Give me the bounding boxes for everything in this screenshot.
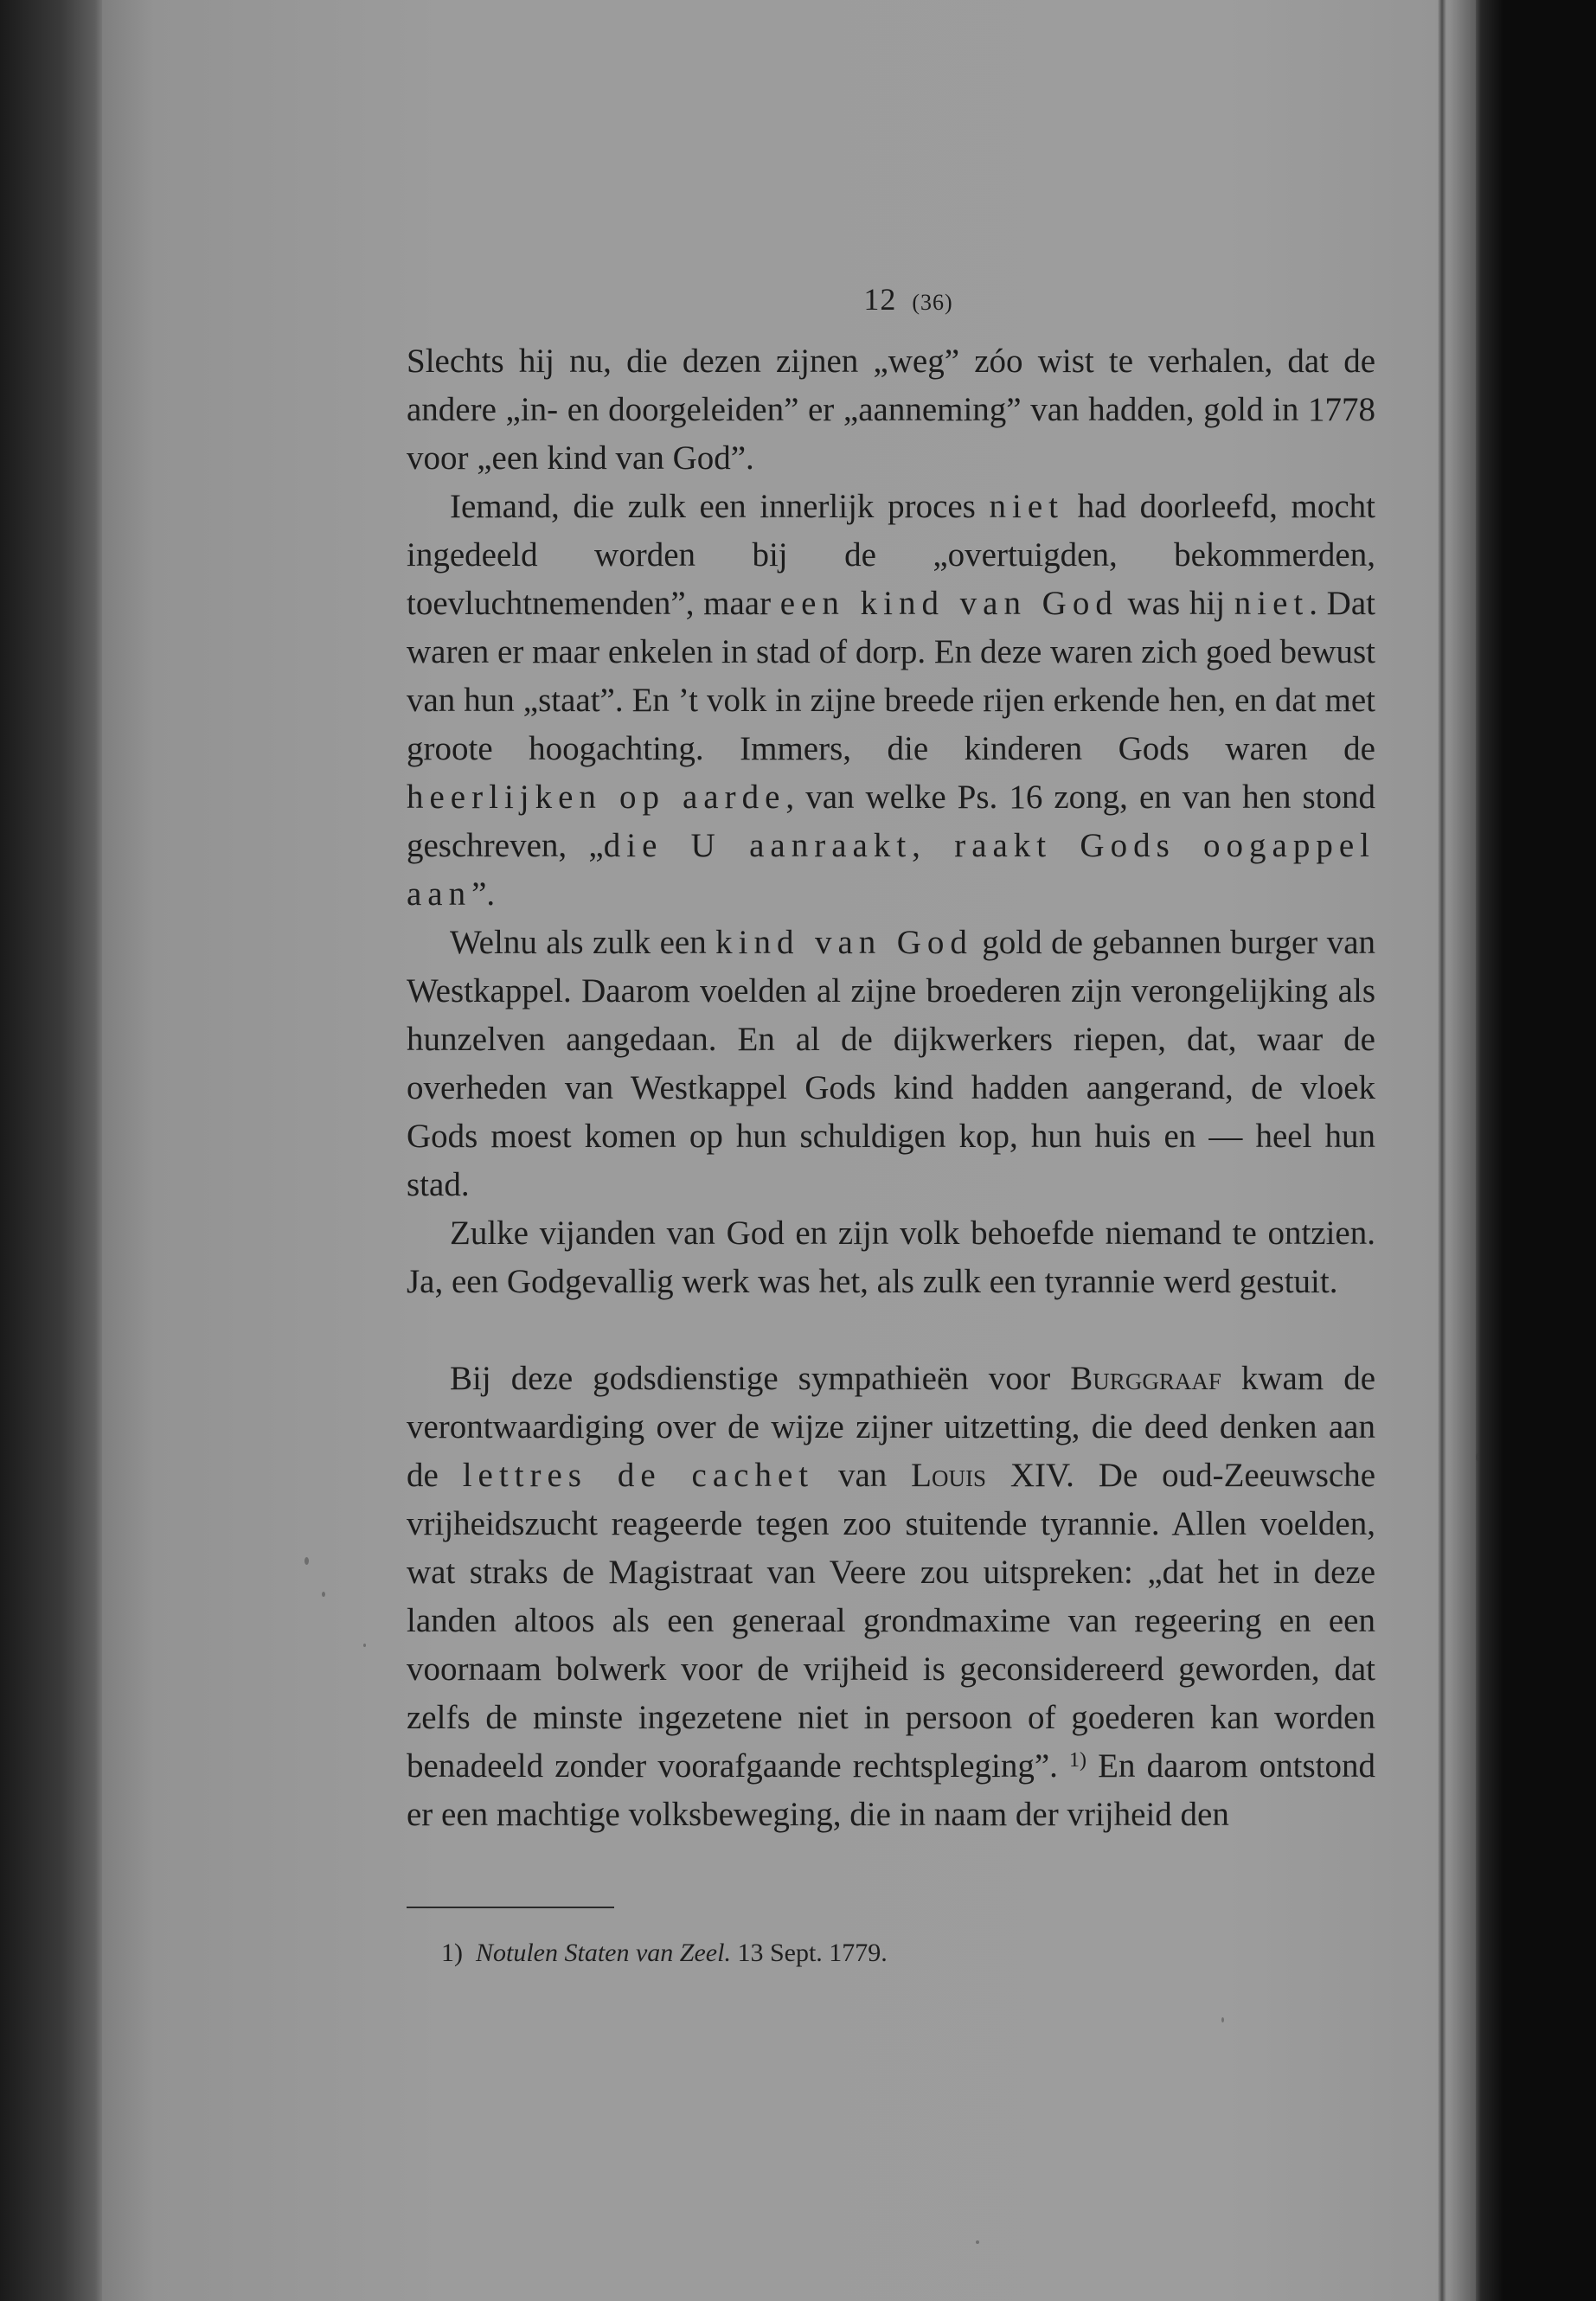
text-segment: die U aanraakt, raakt Gods oogappel aan: [407, 827, 1375, 913]
text-segment: . Dat waren er maar enkelen in stad of dorp. En deze waren zich goed bewust van hun „staat”. En ’t volk in zijne breede rijen erkende hen, en dat met groote hoogachting. Immers, die kinderen Gods waren de: [407, 585, 1375, 767]
dust-speck: [1221, 2017, 1224, 2022]
paragraph-5: [407, 1355, 1375, 1839]
dust-speck: [976, 2240, 979, 2244]
dust-speck: [1476, 1453, 1479, 1461]
text-segment: was hij: [1118, 585, 1234, 622]
page-sub-number: (36): [912, 290, 953, 315]
page-edge-line: [1438, 0, 1446, 2301]
text-segment: Slechts hij nu, die dezen zijnen „weg” zóo wist te verhalen, dat de andere „in- en doorgeleiden” er „aanneming” van hadden, gold in 1778 voor „een kind van God”.: [407, 343, 1375, 477]
paragraph-3: [407, 919, 1375, 1209]
text-segment: En daarom ontstond er een machtige volksbeweging, die in naam der vrijheid den: [407, 1747, 1375, 1833]
footnote-ref: 1): [1069, 1749, 1087, 1772]
footnote-source: Notulen Staten van Zeel.: [476, 1939, 731, 1967]
text-segment: heerlijken op aarde: [407, 779, 786, 816]
dust-speck: [363, 1644, 366, 1647]
footnote-date: 13 Sept. 1779.: [737, 1939, 888, 1967]
text-segment: ”.: [471, 875, 496, 913]
page-shadow: [1450, 0, 1476, 2301]
text-segment: XIV. De oud-Zeeuwsche vrijheidszucht reageerde tegen zoo stuitende tyrannie. Allen voelden, wat straks de Magistraat van Veere zou uitspreken: „dat het in deze landen altoos als een generaal grondmaxime van regeering en een voornaam bolwerk voor de vrijheid is geconsidereerd geworden, dat zelfs de minste ingezetene niet in persoon of goederen kan worden benadeeld zonder voorafgaande rechtspleging”.: [407, 1457, 1376, 1785]
text-segment: niet: [989, 488, 1065, 525]
text-segment: van: [814, 1457, 912, 1494]
text-segment: Iemand, die zulk een innerlijk proces: [450, 488, 990, 525]
text-segment: Burggraaf: [1070, 1360, 1221, 1397]
page-header: [407, 282, 1375, 320]
text-segment: Zulke vijanden van God en zijn volk behoefde niemand te ontzien. Ja, een Godgevallig werk was het, als zulk een tyrannie werd gestuit.: [407, 1215, 1375, 1300]
text-segment: had doorleefd, mocht ingedeeld worden bij de „overtuigden, bekommerden, toevluchtnemenden”, maar: [407, 488, 1375, 622]
text-segment: kind van God: [715, 924, 973, 961]
text-segment: een kind van God: [779, 585, 1118, 622]
paragraph-2: [407, 483, 1375, 919]
dust-speck: [304, 1557, 309, 1565]
text-segment: kwam de verontwaardiging over de wijze zijner uitzetting, die deed denken aan de: [407, 1360, 1375, 1494]
paragraph-4: [407, 1209, 1375, 1306]
page-number: 12: [863, 282, 897, 317]
footnote-rule: [407, 1907, 614, 1908]
text-segment: Bij deze godsdienstige sympathieën voor: [450, 1360, 1071, 1397]
text-segment: Louis: [911, 1457, 986, 1494]
dust-speck: [322, 1592, 325, 1597]
text-segment: niet: [1234, 585, 1310, 622]
text-segment: Welnu als zulk een: [450, 924, 716, 961]
footnote-marker: 1): [441, 1939, 463, 1967]
text-segment: lettres de cachet: [462, 1457, 815, 1494]
footnote: [441, 1936, 1220, 1971]
paragraph-1: [407, 337, 1375, 483]
text-segment: , van welke Ps. 16 zong, en van hen stond geschreven, „: [407, 779, 1375, 864]
page-body: [407, 282, 1375, 1839]
section-gap: [407, 1306, 1375, 1355]
text-segment: gold de gebannen burger van Westkappel. Daarom voelden al zijne broederen zijn verongelijking als hunzelven aangedaan. En al de dijkwerkers riepen, dat, waar de overheden van Westkappel Gods kind hadden aangerand, de vloek Gods moest komen op hun schuldigen kop, hun huis en — heel hun stad.: [407, 924, 1376, 1203]
